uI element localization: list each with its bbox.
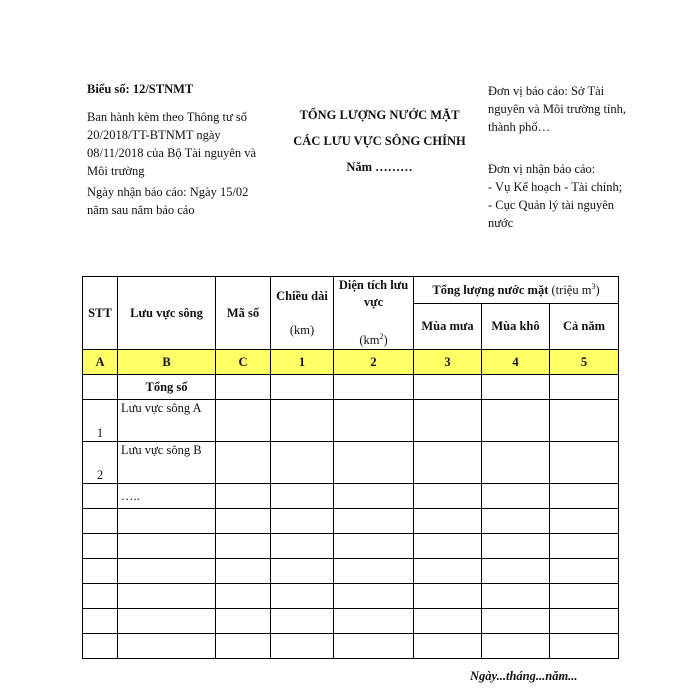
row-ellipsis: ….. — [118, 484, 216, 509]
receiving-unit — [488, 160, 628, 232]
header-area-unit: $(km^2)$ — [359, 332, 388, 348]
column-index-row — [83, 350, 619, 375]
header-area-label: Diện tích lưu vực — [338, 278, 409, 309]
row-stt: 2 — [83, 442, 118, 484]
header-length-label: Chiều dài — [276, 288, 328, 303]
table-row — [83, 634, 619, 659]
table-row — [83, 509, 619, 534]
issued-with-text: Ban hành kèm theo Thông tư số 20/2018/TT-BTNMT ngày 08/11/2018 của Bộ Tài nguyên và Môi trường — [87, 110, 257, 178]
row-stt: 1 — [83, 400, 118, 442]
column-index: C — [216, 350, 271, 375]
form-code: Biểu số: 12/STNMT — [87, 82, 194, 96]
header-area — [334, 277, 414, 350]
column-index: 2 — [334, 350, 414, 375]
table-row — [83, 584, 619, 609]
column-index: 5 — [550, 350, 619, 375]
column-index: 3 — [414, 350, 482, 375]
header-basin: Lưu vực sông — [118, 277, 216, 350]
header-length — [271, 277, 334, 350]
receiving-unit-label: Đơn vị nhận báo cáo: — [488, 162, 596, 176]
header-dry-season: Mùa khô — [482, 303, 550, 349]
header-rainy-season: Mùa mưa — [414, 303, 482, 349]
reporting-unit: Đơn vị báo cáo: Sở Tài nguyên và Môi trường tỉnh, thành phố… — [488, 84, 627, 134]
header-stt: STT — [83, 277, 118, 350]
table-row — [83, 609, 619, 634]
total-row-label: Tổng số — [118, 375, 216, 400]
report-year: Năm ……… — [346, 160, 413, 174]
date-line: Ngày...tháng...năm... — [470, 669, 578, 683]
column-index: A — [83, 350, 118, 375]
receiving-unit-item: - Vụ Kế hoạch - Tài chính; — [488, 180, 623, 194]
receive-date-text: Ngày nhận báo cáo: Ngày 15/02 năm sau năm báo cáo — [87, 185, 249, 217]
receiving-unit-item: - Cục Quản lý tài nguyên nước — [488, 198, 615, 230]
table-row — [83, 534, 619, 559]
table-row — [83, 442, 619, 484]
table-row — [83, 559, 619, 584]
table-row — [83, 484, 619, 509]
header-length-unit: (km) — [289, 322, 315, 337]
row-basin: Lưu vực sông A — [118, 400, 216, 442]
title-line-2: CÁC LƯU VỰC SÔNG CHÍNH — [293, 134, 466, 148]
table-row — [83, 400, 619, 442]
header-whole-year: Cả năm — [550, 303, 619, 349]
column-index: B — [118, 350, 216, 375]
header-total-group: Tổng lượng nước mặt (triệu $m^3$) — [414, 277, 619, 304]
column-index: 1 — [271, 350, 334, 375]
row-basin: Lưu vực sông B — [118, 442, 216, 484]
column-index: 4 — [482, 350, 550, 375]
header-code: Mã số — [216, 277, 271, 350]
surface-water-table — [82, 276, 619, 659]
total-row — [83, 375, 619, 400]
title-line-1: TỔNG LƯỢNG NƯỚC MẶT — [299, 108, 460, 122]
